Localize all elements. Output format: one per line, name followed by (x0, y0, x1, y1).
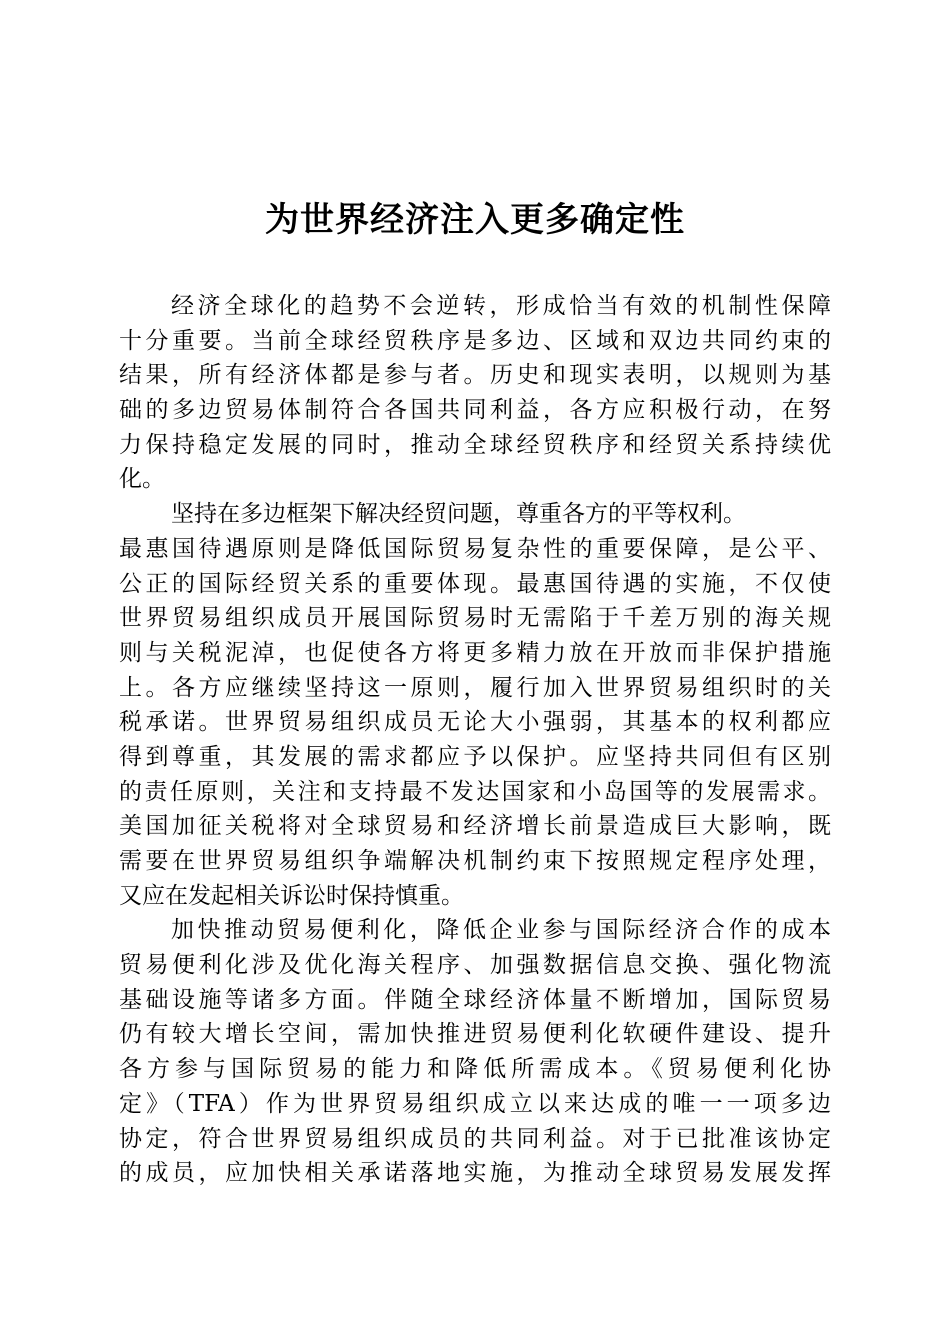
paragraph-line: 的责任原则，关注和支持最不发达国家和小岛国等的发展需求。 (119, 778, 831, 805)
paragraph-line: 最惠国待遇原则是降低国际贸易复杂性的重要保障，是公平、 (119, 535, 831, 562)
paragraph-line: 税承诺。世界贸易组织成员无论大小强弱，其基本的权利都应 (119, 709, 831, 736)
paragraph-line: 的成员，应加快相关承诺落地实施，为推动全球贸易发展发挥 (119, 1160, 831, 1187)
paragraph-line: 加快推动贸易便利化，降低企业参与国际经济合作的成本 (171, 917, 831, 944)
paragraph-line: 协定，符合世界贸易组织成员的共同利益。对于已批准该协定 (119, 1125, 831, 1152)
paragraph-line: 各方参与国际贸易的能力和降低所需成本。《贸易便利化协 (119, 1056, 831, 1083)
paragraph-line: 十分重要。当前全球经贸秩序是多边、区域和双边共同约束的 (119, 327, 831, 354)
paragraph-line: 础的多边贸易体制符合各国共同利益，各方应积极行动，在努 (119, 397, 831, 424)
paragraph-line: 贸易便利化涉及优化海关程序、加强数据信息交换、强化物流 (119, 952, 831, 979)
paragraph-line: 又应在发起相关诉讼时保持慎重。 (119, 882, 464, 909)
article-body (119, 289, 831, 1191)
paragraph-line: 需要在世界贸易组织争端解决机制约束下按照规定程序处理， (119, 848, 831, 874)
paragraph-line: 则与关税泥淖，也促使各方将更多精力放在开放而非保护措施 (119, 639, 831, 666)
paragraph-line: 结果，所有经济体都是参与者。历史和现实表明，以规则为基 (119, 362, 831, 389)
paragraph-line: 定》（TFA）作为世界贸易组织成立以来达成的唯一一项多边 (119, 1090, 831, 1117)
paragraph-line: 力保持稳定发展的同时，推动全球经贸秩序和经贸关系持续优 (119, 431, 831, 458)
page-title: 为世界经济注入更多确定性 (265, 200, 685, 240)
paragraph-line: 经济全球化的趋势不会逆转，形成恰当有效的机制性保障 (171, 293, 831, 319)
paragraph-line: 基础设施等诸多方面。伴随全球经济体量不断增加，国际贸易 (119, 986, 831, 1013)
paragraph-line: 世界贸易组织成员开展国际贸易时无需陷于千差万别的海关规 (119, 605, 831, 632)
paragraph-line: 上。各方应继续坚持这一原则，履行加入世界贸易组织时的关 (119, 674, 831, 701)
paragraph-line: 化。 (119, 466, 165, 493)
paragraph-line: 仍有较大增长空间，需加快推进贸易便利化软硬件建设、提升 (119, 1021, 831, 1048)
paragraph-line: 美国加征关税将对全球贸易和经济增长前景造成巨大影响，既 (119, 813, 831, 840)
paragraph-line: 坚持在多边框架下解决经贸问题，尊重各方的平等权利。 (171, 501, 746, 528)
paragraph-line: 得到尊重，其发展的需求都应予以保护。应坚持共同但有区别 (119, 743, 831, 770)
paragraph-line: 公正的国际经贸关系的重要体现。最惠国待遇的实施，不仅使 (119, 570, 831, 597)
